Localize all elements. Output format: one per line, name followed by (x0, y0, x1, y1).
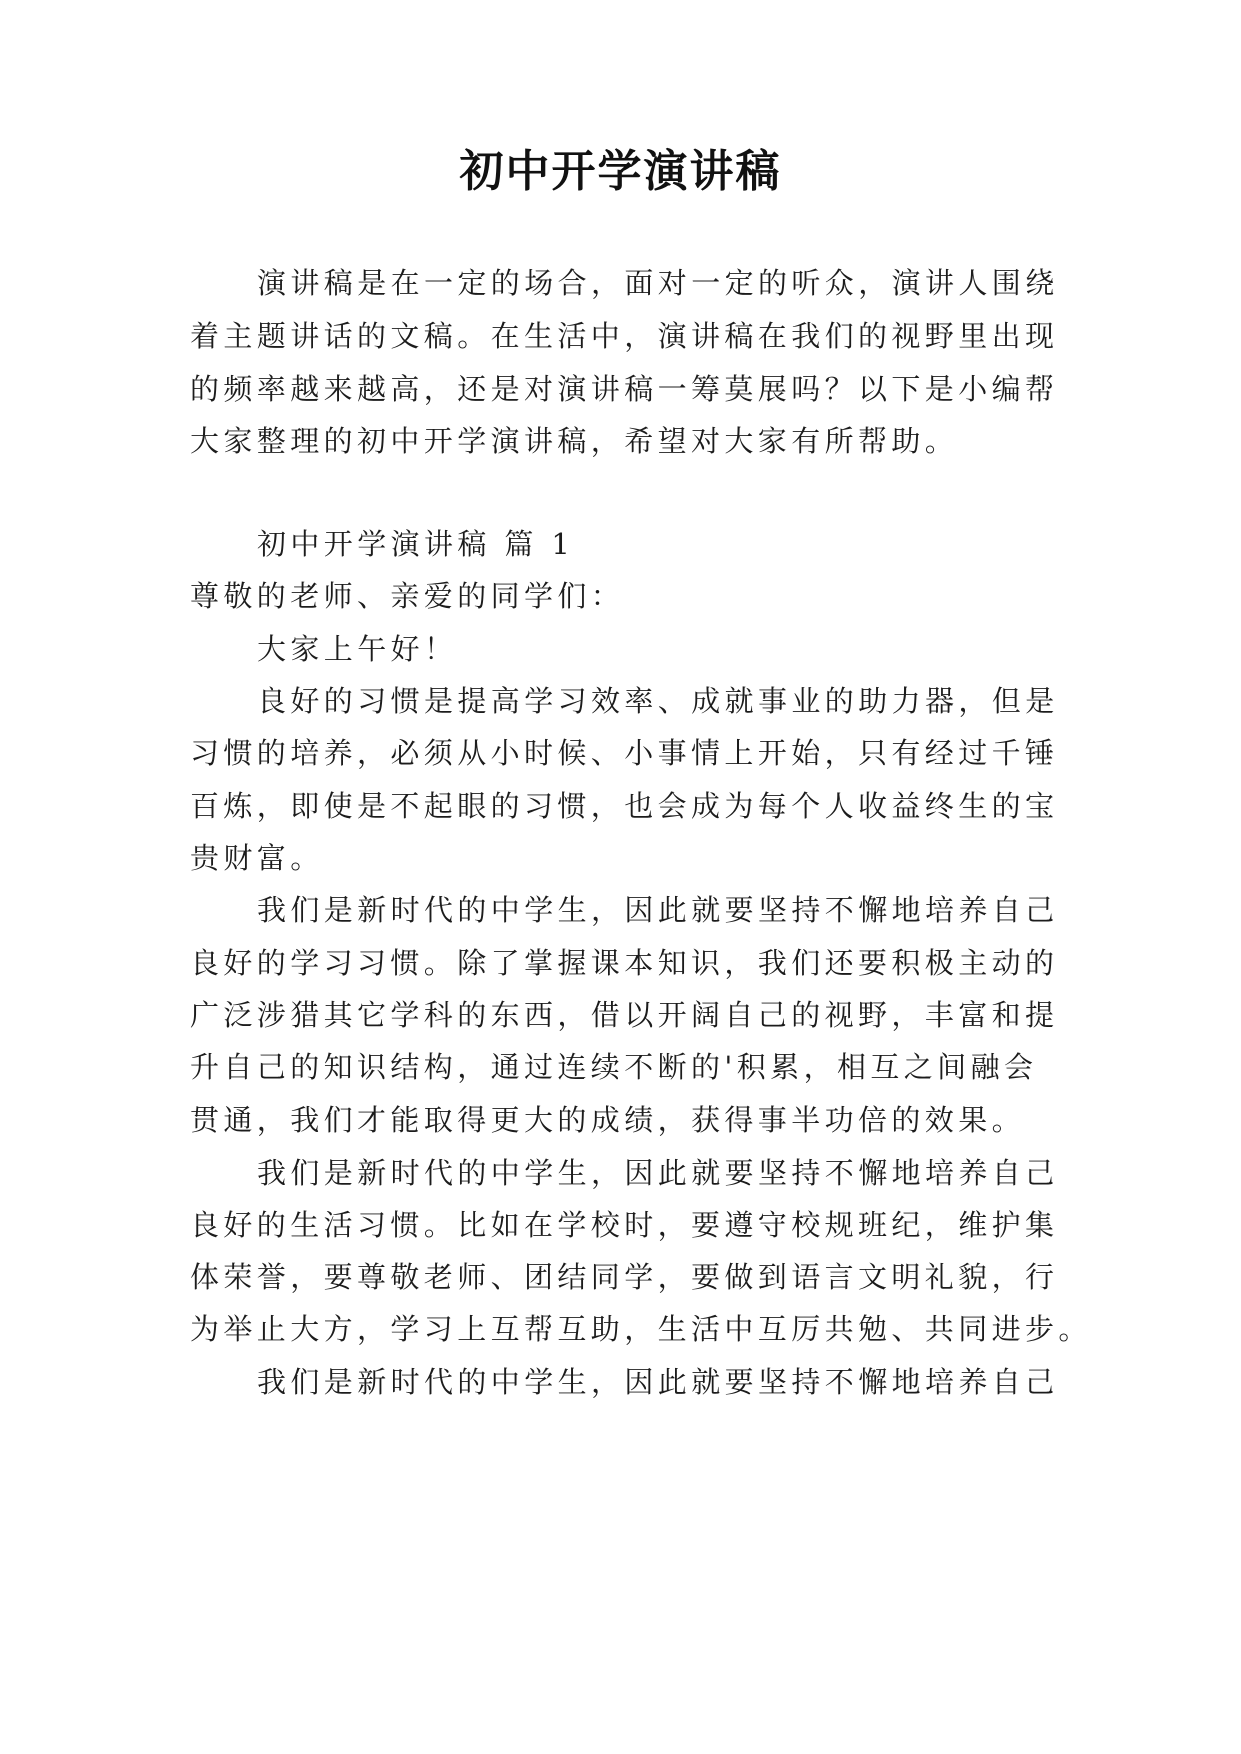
paragraph-line: 良好的学习习惯。除了掌握课本知识，我们还要积极主动的 (190, 946, 1059, 980)
paragraph-line: 贯通，我们才能取得更大的成绩，获得事半功倍的效果。 (190, 1103, 1026, 1137)
intro-line: 的频率越来越高，还是对演讲稿一筹莫展吗？以下是小编帮 (190, 372, 1059, 406)
paragraph-line: 贵财富。 (190, 841, 324, 875)
intro-line: 着主题讲话的文稿。在生活中，演讲稿在我们的视野里出现 (190, 319, 1059, 353)
paragraph-line: 我们是新时代的中学生，因此就要坚持不懈地培养自己 (257, 1365, 1059, 1399)
paragraph-line: 习惯的培养，必须从小时候、小事情上开始，只有经过千锤 (190, 736, 1059, 770)
intro-line: 大家整理的初中开学演讲稿，希望对大家有所帮助。 (190, 424, 959, 458)
paragraph-line: 升自己的知识结构，通过连续不断的'积累，相互之间融会 (190, 1050, 1038, 1084)
paragraph-line: 为举止大方，学习上互帮互助，生活中互厉共勉、共同进步。 (190, 1312, 1092, 1346)
paragraph-line: 广泛涉猎其它学科的东西，借以开阔自己的视野，丰富和提 (190, 998, 1059, 1032)
section-heading: 初中开学演讲稿 篇 1 (257, 527, 575, 561)
document-title: 初中开学演讲稿 (459, 146, 782, 197)
paragraph-line: 百炼，即使是不起眼的习惯，也会成为每个人收益终生的宝 (190, 789, 1059, 823)
paragraph-line: 我们是新时代的中学生，因此就要坚持不懈地培养自己 (257, 893, 1059, 927)
paragraph-line: 良好的生活习惯。比如在学校时，要遵守校规班纪，维护集 (190, 1208, 1059, 1242)
paragraph-line: 体荣誉，要尊敬老师、团结同学，要做到语言文明礼貌，行 (190, 1260, 1059, 1294)
paragraph-line: 我们是新时代的中学生，因此就要坚持不懈地培养自己 (257, 1156, 1059, 1190)
intro-line: 演讲稿是在一定的场合，面对一定的听众，演讲人围绕 (257, 266, 1059, 300)
greeting: 大家上午好！ (257, 632, 458, 666)
salutation: 尊敬的老师、亲爱的同学们： (190, 579, 625, 613)
paragraph-line: 良好的习惯是提高学习效率、成就事业的助力器，但是 (257, 684, 1059, 718)
